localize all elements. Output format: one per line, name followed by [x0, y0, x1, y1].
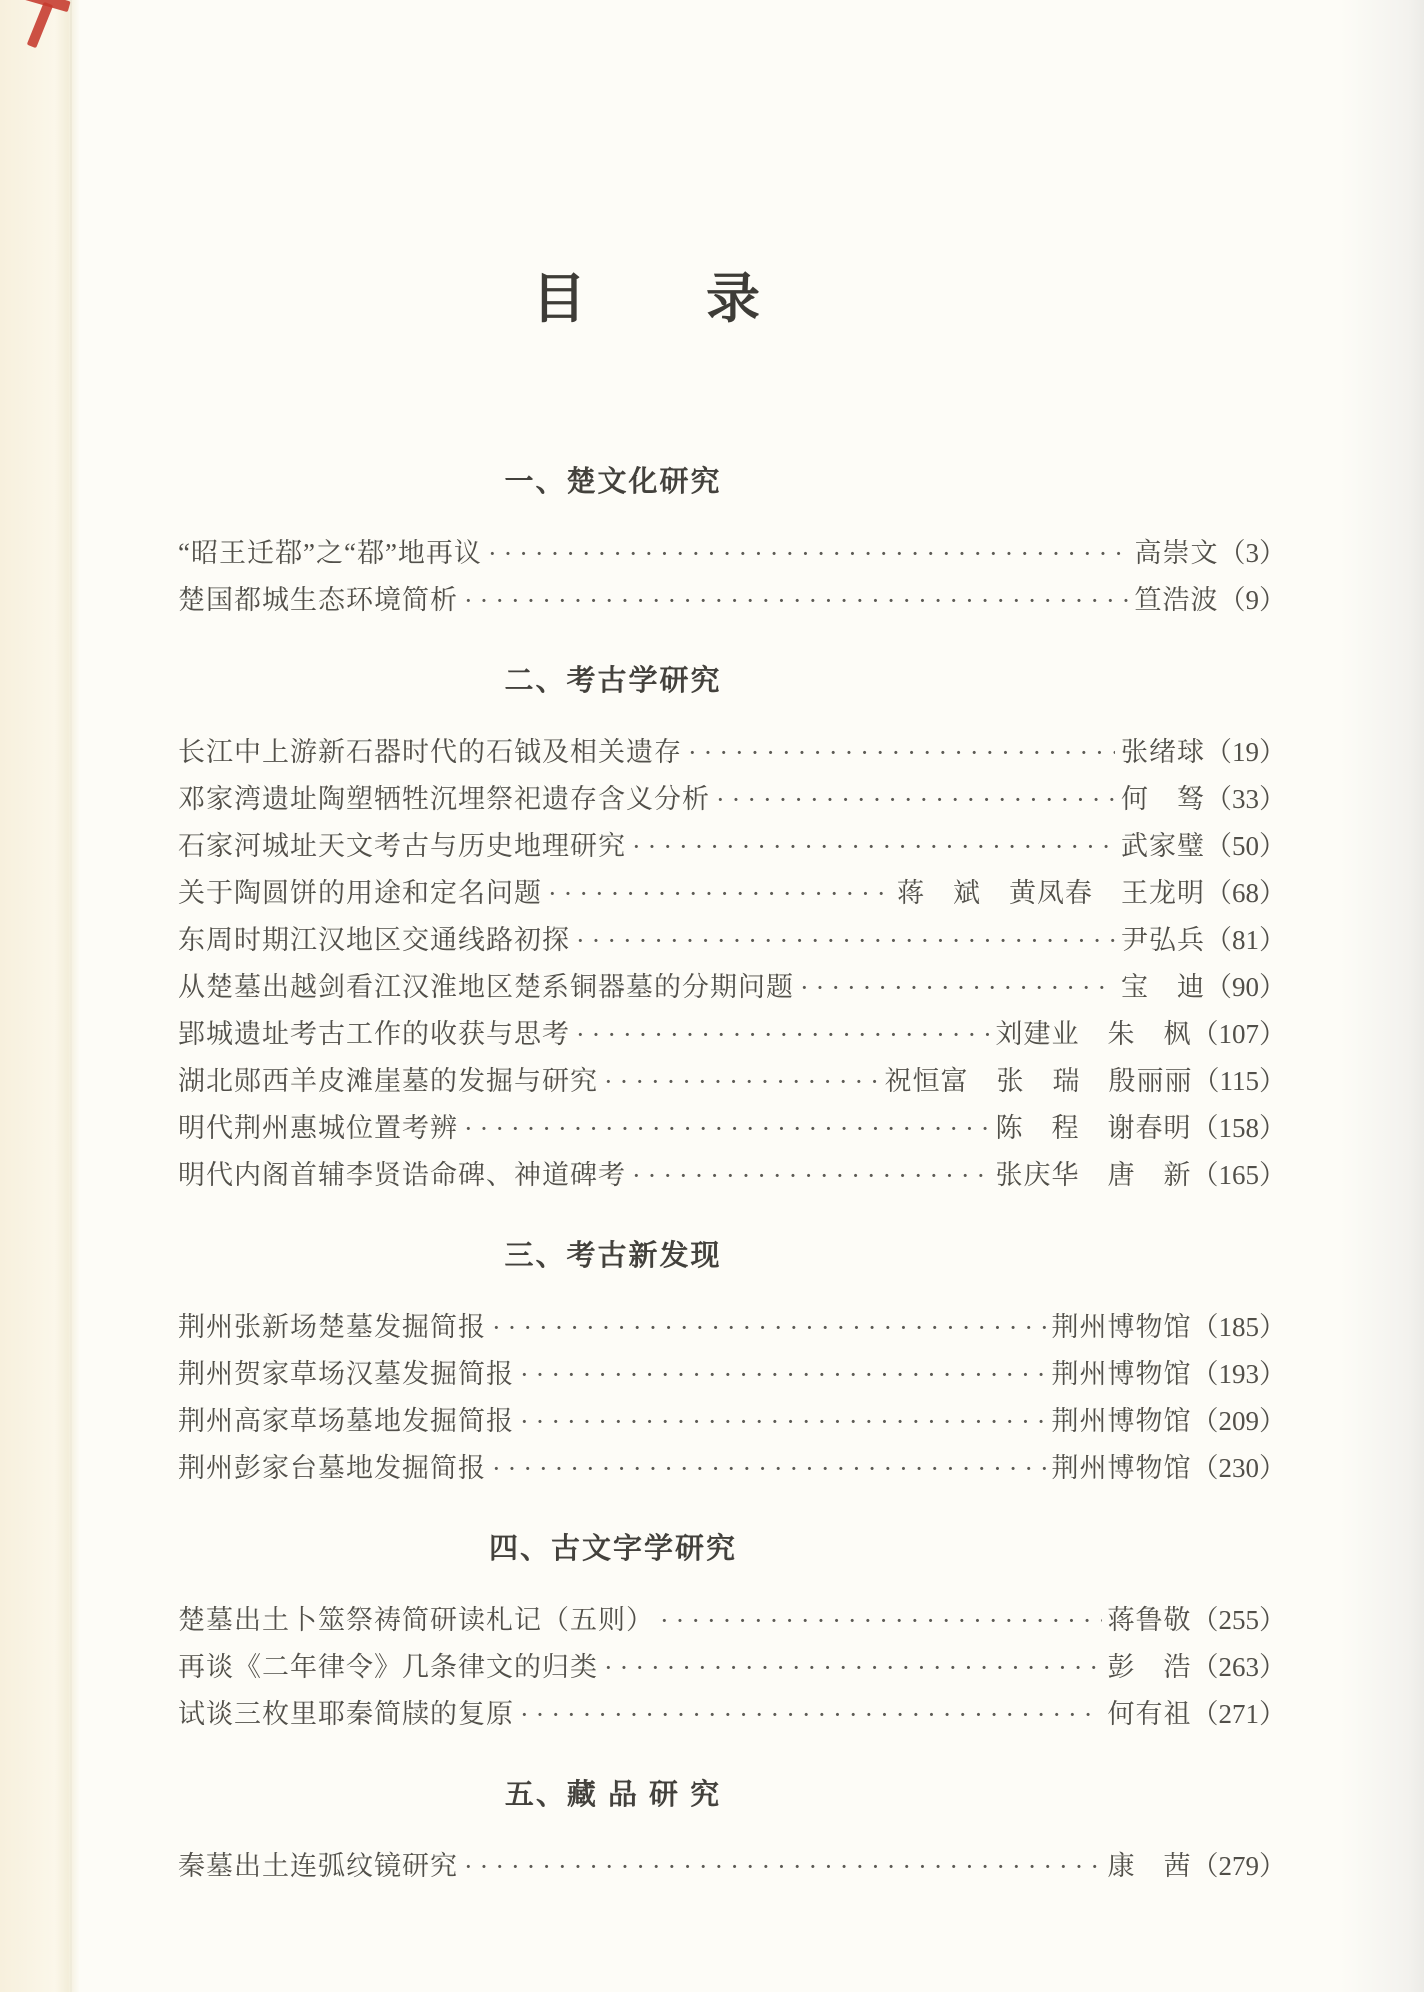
dot-leader	[464, 577, 1129, 624]
entry-list	[178, 1597, 1286, 1738]
dot-leader	[604, 1644, 1102, 1691]
toc-entry	[178, 870, 1286, 917]
entry-authors: 武家璧	[1121, 831, 1205, 861]
section-heading: 三、考古新发现	[504, 1240, 722, 1272]
toc-entry	[178, 1058, 1286, 1105]
entry-authors: 陈 程 谢春明	[995, 1113, 1192, 1143]
entry-title: 湖北郧西羊皮滩崖墓的发掘与研究	[178, 1066, 598, 1096]
entry-title: 秦墓出土连弧纹镜研究	[178, 1851, 458, 1881]
section-heading: 一、楚文化研究	[504, 466, 722, 498]
entry-page-number: （81）	[1205, 925, 1286, 955]
entry-authors: 祝恒富 张 瑞 殷丽丽	[884, 1066, 1193, 1096]
entry-page-number: （193）	[1191, 1359, 1286, 1389]
toc-entry	[178, 917, 1286, 964]
entry-page-number: （9）	[1218, 585, 1286, 615]
toc-entry	[178, 1445, 1286, 1492]
section-heading: 四、古文字学研究	[488, 1533, 737, 1565]
toc-entry	[178, 530, 1286, 577]
toc	[178, 459, 1286, 1890]
entry-authors: 高崇文	[1134, 538, 1219, 568]
toc-entry	[178, 1011, 1286, 1058]
dot-leader	[548, 870, 891, 917]
toc-entry	[178, 1398, 1286, 1445]
entry-page-number: （263）	[1191, 1652, 1286, 1682]
entry-page-number: （19）	[1205, 737, 1286, 767]
toc-entry	[178, 964, 1286, 1011]
entry-authors: 何 驽	[1121, 784, 1205, 814]
toc-entry	[178, 1304, 1286, 1351]
entry-title: 试谈三枚里耶秦简牍的复原	[178, 1699, 514, 1729]
toc-entry	[178, 776, 1286, 823]
dot-leader	[576, 1011, 990, 1058]
section-heading-wrap	[178, 1526, 1048, 1581]
toc-entry	[178, 1843, 1286, 1890]
toc-section	[178, 459, 1286, 624]
dot-leader	[688, 729, 1115, 776]
entry-authors: 荆州博物馆	[1051, 1453, 1192, 1483]
dot-leader	[576, 917, 1115, 964]
entry-page-number: （115）	[1192, 1066, 1286, 1096]
entry-page-number: （3）	[1218, 538, 1286, 568]
page-title: 目 录	[532, 269, 764, 329]
entry-title: 再谈《二年律令》几条律文的归类	[178, 1652, 598, 1682]
toc-content	[178, 0, 1286, 1890]
entry-list	[178, 729, 1286, 1199]
entry-authors: 张庆华 唐 新	[995, 1160, 1192, 1190]
entry-title: 荆州贺家草场汉墓发掘简报	[178, 1359, 514, 1389]
toc-entry	[178, 1152, 1286, 1199]
dot-leader	[716, 776, 1115, 823]
dot-leader	[800, 964, 1115, 1011]
entry-page-number: （68）	[1205, 878, 1286, 908]
entry-authors: 笪浩波	[1134, 585, 1219, 615]
entry-page-number: （165）	[1191, 1160, 1286, 1190]
dot-leader	[464, 1843, 1102, 1890]
dot-leader	[492, 1304, 1046, 1351]
section-heading-wrap	[178, 1233, 1048, 1288]
red-pen-mark-icon	[27, 2, 54, 48]
section-heading-wrap	[178, 459, 1048, 514]
entry-authors: 刘建业 朱 枫	[995, 1019, 1192, 1049]
toc-section	[178, 1526, 1286, 1738]
page-edge-line	[70, 0, 72, 1992]
toc-entry	[178, 1351, 1286, 1398]
entry-title: “昭王迁鄀”之“鄀”地再议	[178, 538, 482, 568]
dot-leader	[632, 823, 1115, 870]
entry-title: 郢城遗址考古工作的收获与思考	[178, 1019, 570, 1049]
toc-section	[178, 1772, 1286, 1890]
entry-title: 从楚墓出越剑看江汉淮地区楚系铜器墓的分期问题	[178, 972, 794, 1002]
entry-page-number: （90）	[1205, 972, 1286, 1002]
dot-leader	[604, 1058, 879, 1105]
toc-entry	[178, 1105, 1286, 1152]
dot-leader	[464, 1105, 990, 1152]
entry-page-number: （33）	[1205, 784, 1286, 814]
entry-page-number: （50）	[1205, 831, 1286, 861]
entry-title: 关于陶圆饼的用途和定名问题	[178, 878, 542, 908]
entry-title: 东周时期江汉地区交通线路初探	[178, 925, 570, 955]
entry-title: 石家河城址天文考古与历史地理研究	[178, 831, 626, 861]
entry-authors: 尹弘兵	[1121, 925, 1205, 955]
entry-title: 荆州彭家台墓地发掘简报	[178, 1453, 486, 1483]
entry-authors: 彭 浩	[1107, 1652, 1192, 1682]
entry-page-number: （255）	[1191, 1605, 1286, 1635]
section-heading: 二、考古学研究	[504, 665, 722, 697]
toc-entry	[178, 729, 1286, 776]
entry-authors: 蒋 斌 黄凤春 王龙明	[897, 878, 1205, 908]
toc-entry	[178, 1644, 1286, 1691]
entry-list	[178, 530, 1286, 624]
entry-title: 明代荆州惠城位置考辨	[178, 1113, 458, 1143]
entry-page-number: （158）	[1191, 1113, 1286, 1143]
entry-authors: 荆州博物馆	[1051, 1406, 1192, 1436]
toc-entry	[178, 1691, 1286, 1738]
entry-title: 明代内阁首辅李贤诰命碑、神道碑考	[178, 1160, 626, 1190]
entry-page-number: （185）	[1191, 1312, 1286, 1342]
dot-leader	[520, 1398, 1046, 1445]
toc-section	[178, 658, 1286, 1199]
entry-title: 荆州张新场楚墓发掘简报	[178, 1312, 486, 1342]
entry-page-number: （230）	[1191, 1453, 1286, 1483]
entry-list	[178, 1843, 1286, 1890]
dot-leader	[520, 1351, 1046, 1398]
entry-page-number: （279）	[1191, 1851, 1286, 1881]
entry-title: 长江中上游新石器时代的石钺及相关遗存	[178, 737, 682, 767]
entry-title: 楚墓出土卜筮祭祷简研读札记（五则）	[178, 1605, 654, 1635]
toc-entry	[178, 823, 1286, 870]
entry-page-number: （107）	[1191, 1019, 1286, 1049]
dot-leader	[660, 1597, 1102, 1644]
entry-authors: 何有祖	[1107, 1699, 1192, 1729]
entry-authors: 荆州博物馆	[1051, 1312, 1192, 1342]
toc-section	[178, 1233, 1286, 1492]
entry-page-number: （271）	[1191, 1699, 1286, 1729]
entry-title: 楚国都城生态环境简析	[178, 585, 458, 615]
entry-page-number: （209）	[1191, 1406, 1286, 1436]
dot-leader	[632, 1152, 990, 1199]
section-heading-wrap	[178, 658, 1048, 713]
dot-leader	[492, 1445, 1046, 1492]
entry-title: 邓家湾遗址陶塑牺牲沉埋祭祀遗存含义分析	[178, 784, 710, 814]
toc-entry	[178, 577, 1286, 624]
toc-entry	[178, 1597, 1286, 1644]
entry-title: 荆州高家草场墓地发掘简报	[178, 1406, 514, 1436]
entry-authors: 宝 迪	[1121, 972, 1205, 1002]
dot-leader	[520, 1691, 1102, 1738]
section-heading: 五、藏 品 研 究	[504, 1779, 722, 1811]
entry-authors: 康 茜	[1107, 1851, 1192, 1881]
entry-authors: 蒋鲁敬	[1107, 1605, 1192, 1635]
entry-list	[178, 1304, 1286, 1492]
entry-authors: 张绪球	[1121, 737, 1205, 767]
entry-authors: 荆州博物馆	[1051, 1359, 1192, 1389]
section-heading-wrap	[178, 1772, 1048, 1827]
dot-leader	[488, 530, 1129, 577]
